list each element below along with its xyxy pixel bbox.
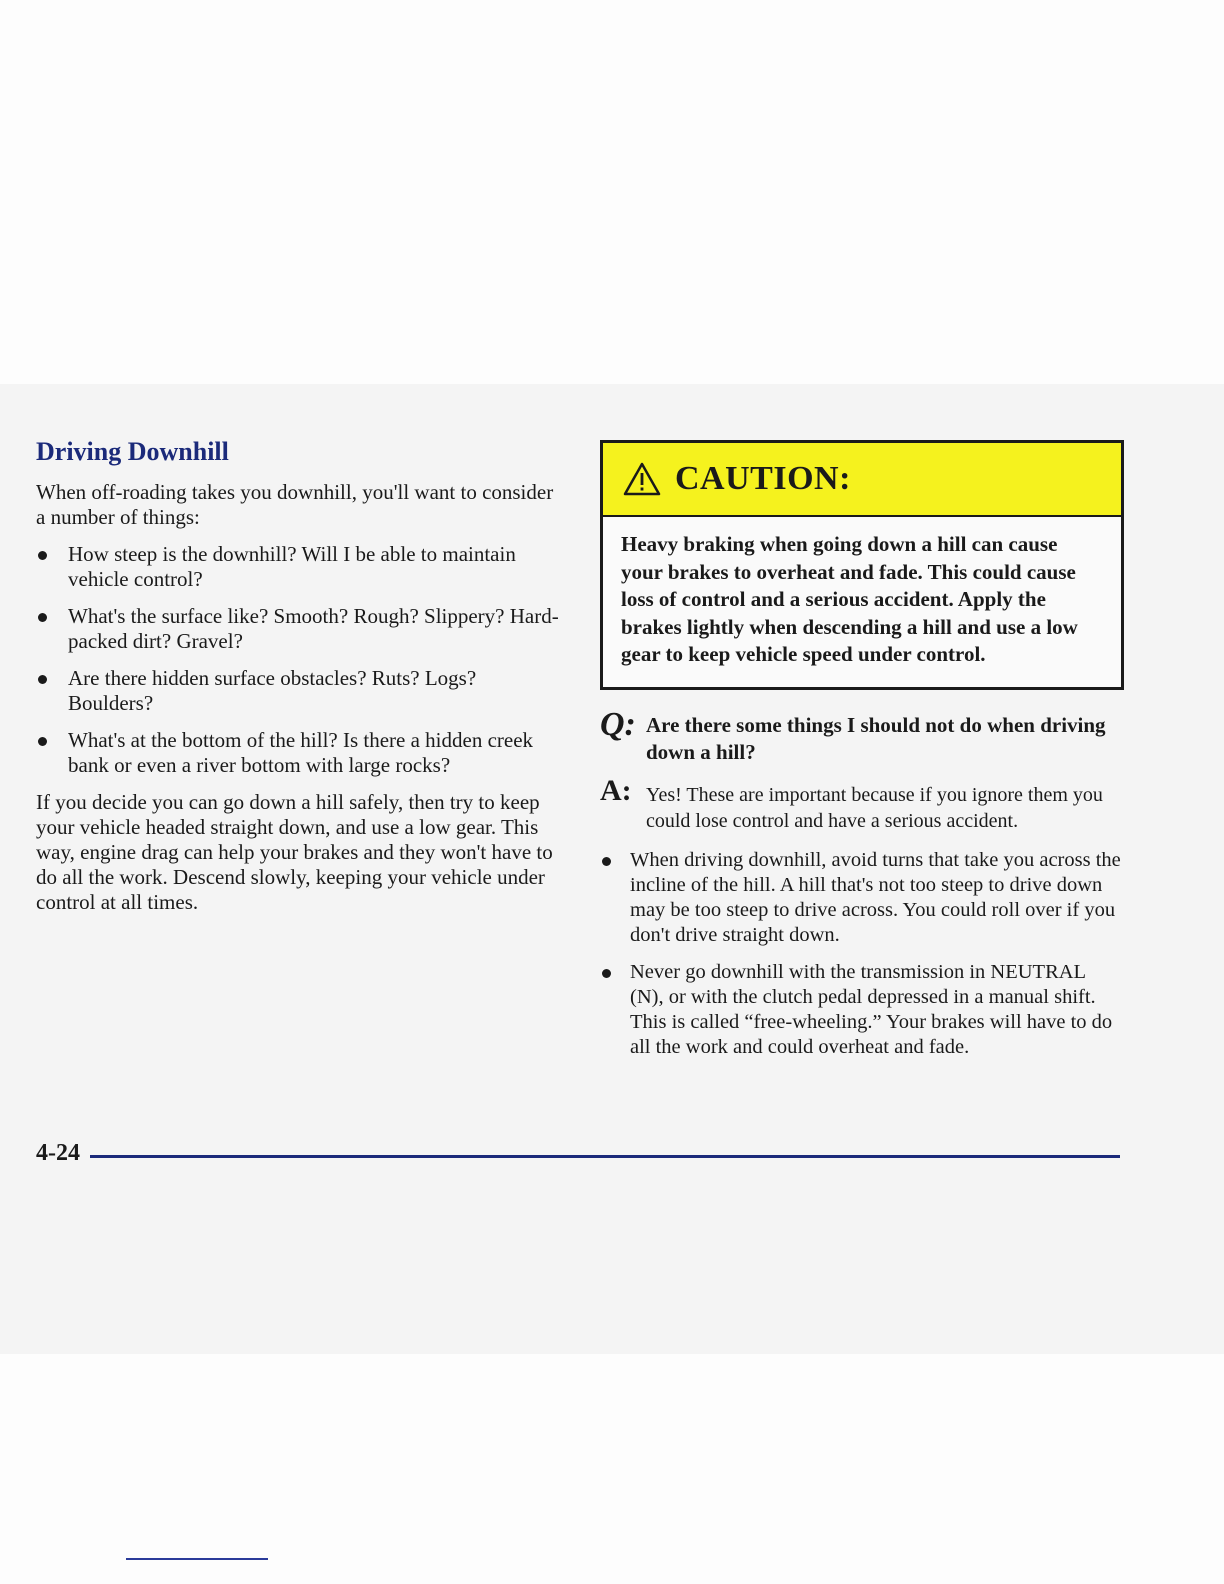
bullet-icon — [602, 969, 611, 978]
list-item: Are there hidden surface obstacles? Ruts? Logs? Boulders? — [36, 666, 566, 716]
bullet-icon — [38, 613, 47, 622]
descent-paragraph: If you decide you can go down a hill safely, then try to keep your vehicle headed straight down, and use a low gear. This way, engine drag can help your brakes and they won't have to do all the work. Descend slowly, keeping your vehicle under control at all times. — [36, 790, 553, 914]
link-underline[interactable] — [126, 1558, 268, 1560]
question-answer — [600, 705, 1124, 1060]
intro-paragraph: When off-roading takes you downhill, you'll want to consider a number of things: — [36, 480, 554, 529]
page-footer — [36, 1140, 1120, 1167]
bullet-icon — [38, 737, 47, 746]
answer-text: Yes! These are important because if you ignore them you could lose control and have a serious accident. — [646, 783, 1103, 832]
list-item: How steep is the downhill? Will I be able to maintain vehicle control? — [36, 542, 566, 592]
question-text: Are there some things I should not do when driving down a hill? — [646, 712, 1106, 764]
list-item: What's at the bottom of the hill? Is there a hidden creek bank or even a river bottom with large rocks? — [36, 728, 566, 778]
caution-label: CAUTION: — [675, 460, 851, 497]
bullet-icon — [38, 551, 47, 560]
answer-mark-label: A: — [600, 773, 632, 807]
list-item: What's the surface like? Smooth? Rough? Slippery? Hard-packed dirt? Gravel? — [36, 604, 566, 654]
list-item: Never go downhill with the transmission in NEUTRAL (N), or with the clutch pedal depressed in a manual shift. This is called “free-wheeling.” Your brakes will have to do all the work and could overheat and fade. — [600, 960, 1124, 1060]
question-row — [600, 705, 1124, 766]
bullet-icon — [38, 675, 47, 684]
right-column — [600, 440, 1124, 1072]
question-mark-label: Q: — [600, 705, 636, 743]
answer-row — [600, 773, 1124, 834]
section-title: Driving Downhill — [36, 437, 229, 466]
left-column — [36, 436, 566, 915]
footer-rule — [90, 1155, 1120, 1158]
page-number: 4-24 — [36, 1140, 80, 1166]
caution-box — [600, 440, 1124, 690]
considerations-list — [36, 542, 566, 778]
warning-triangle-icon — [623, 462, 661, 496]
downhill-tips-list — [600, 848, 1124, 1060]
list-item: When driving downhill, avoid turns that take you across the incline of the hill. A hill that's not too steep to drive down may be too steep to drive across. You could roll over if you don't drive straight down. — [600, 848, 1124, 948]
caution-text: Heavy braking when going down a hill can cause your brakes to overheat and fade. This could cause loss of control and a serious accident. Apply the brakes lightly when descending a hill and use a low gear to keep vehicle speed under control. — [621, 532, 1078, 666]
caution-header — [603, 443, 1121, 517]
bullet-icon — [602, 857, 611, 866]
